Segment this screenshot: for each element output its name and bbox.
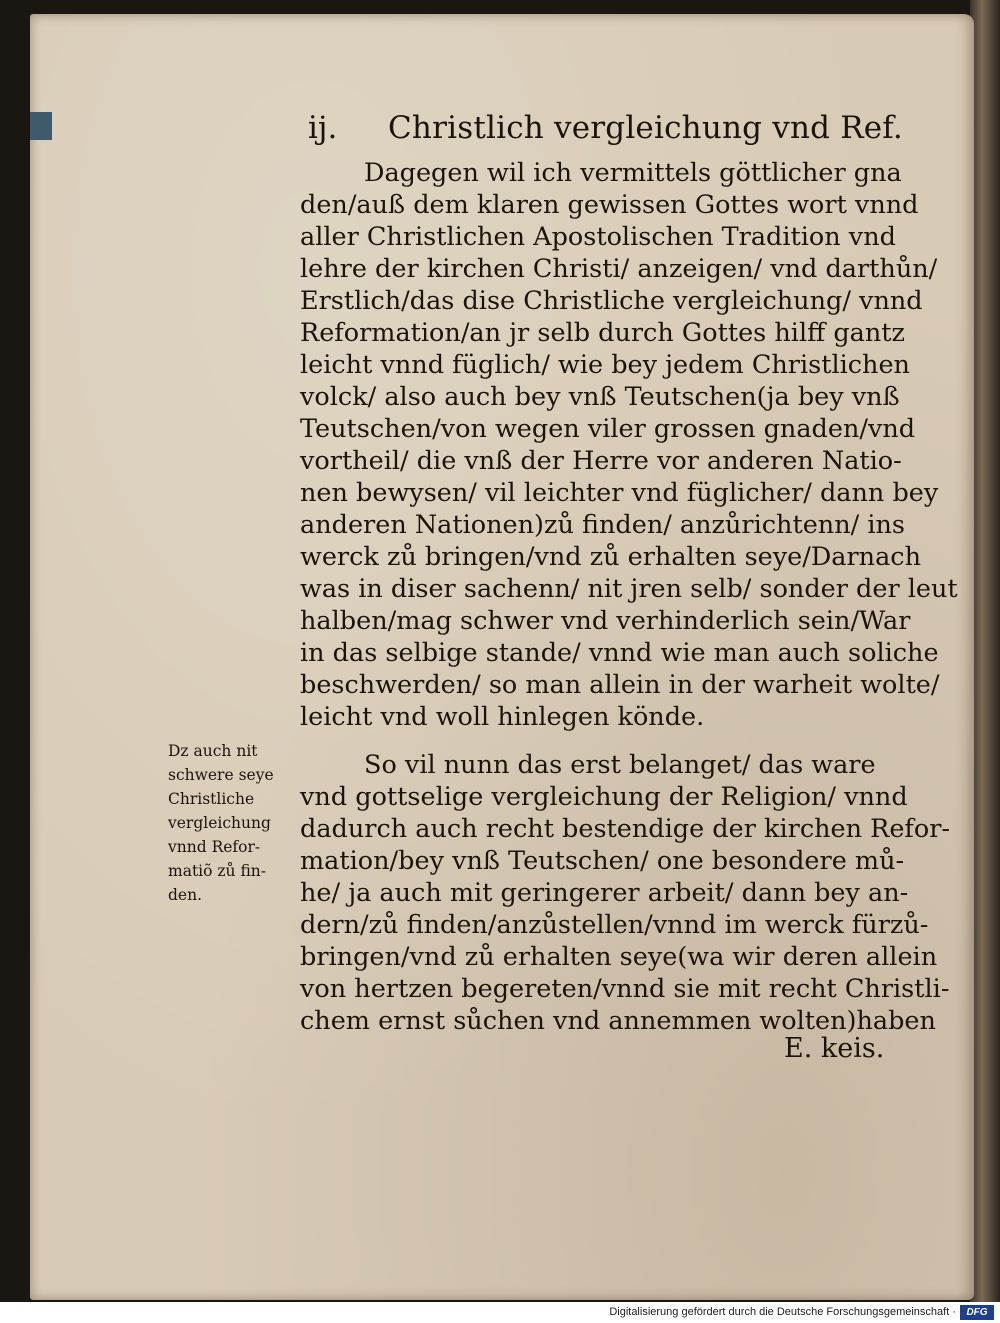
signature-mark: ij.	[308, 110, 338, 146]
text-line: Reformation/an jr selb durch Gottes hilff gantz	[300, 318, 905, 348]
text-line: aller Christlichen Apostolischen Tradition vnd	[300, 222, 896, 252]
text-line: mation/bey vnß Teutschen/ one besondere mů-	[300, 846, 905, 876]
margin-note-line: den.	[168, 886, 203, 904]
text-line: bringen/vnd zů erhalten seye(wa wir deren allein	[300, 942, 938, 972]
page-tab-marker	[30, 112, 52, 140]
text-line: he/ ja auch mit geringerer arbeit/ dann bey an-	[300, 878, 909, 908]
funding-credit: Digitalisierung gefördert durch die Deutsche Forschungsgemeinschaft ·	[609, 1306, 956, 1318]
text-line: chem ernst sůchen vnd annemmen wolten)haben	[300, 1006, 936, 1036]
margin-note-line: schwere seye	[168, 766, 274, 784]
text-line: Erstlich/das dise Christliche vergleichung/ vnnd	[300, 286, 923, 316]
text-line: halben/mag schwer vnd verhinderlich sein/War	[300, 606, 911, 636]
text-line: nen bewysen/ vil leichter vnd füglicher/ dann bey	[300, 478, 939, 508]
book-edge	[970, 0, 1000, 1302]
text-line: volck/ also auch bey vnß Teutschen(ja bey vnß	[300, 382, 900, 412]
text-line: in das selbige stande/ vnnd wie man auch soliche	[300, 638, 939, 668]
text-line: von hertzen begereten/vnnd sie mit recht Christli-	[300, 974, 950, 1004]
margin-note-line: matiõ zů fin-	[168, 862, 267, 880]
text-line: beschwerden/ so man allein in der warheit wolte/	[300, 670, 940, 700]
text-line: was in diser sachenn/ nit jren selb/ sonder der leut	[300, 574, 958, 604]
text-line: So vil nunn das erst belanget/ das ware	[364, 750, 876, 780]
text-line: vnd gottselige vergleichung der Religion/ vnnd	[300, 782, 908, 812]
text-line: anderen Nationen)zů finden/ anzůrichtenn/ ins	[300, 510, 906, 540]
text-line: dern/zů finden/anzůstellen/vnnd im werck fürzů-	[300, 910, 929, 940]
catchword: E. keis.	[784, 1033, 885, 1064]
text-line: vortheil/ die vnß der Herre vor anderen Natio-	[300, 446, 902, 476]
running-head	[308, 108, 908, 148]
text-line: leicht vnd woll hinlegen könde.	[300, 702, 705, 732]
footer-bar	[0, 1302, 1000, 1323]
text-line: Teutschen/von wegen viler grossen gnaden/vnd	[300, 414, 916, 444]
margin-note-line: Christliche	[168, 790, 255, 808]
text-line: den/auß dem klaren gewissen Gottes wort vnnd	[300, 190, 919, 220]
margin-note-line: vergleichung	[168, 814, 271, 832]
text-line: lehre der kirchen Christi/ anzeigen/ vnd darthůn/	[300, 254, 938, 284]
text-line: leicht vnnd füglich/ wie bey jedem Christlichen	[300, 350, 910, 380]
running-title: Christlich vergleichung vnd Ref.	[388, 110, 903, 146]
margin-note-line: vnnd Refor-	[168, 838, 261, 856]
text-line: Dagegen wil ich vermittels göttlicher gna	[364, 158, 902, 188]
margin-note-line: Dz auch nit	[168, 742, 258, 760]
text-line: dadurch auch recht bestendige der kirchen Refor-	[300, 814, 951, 844]
dfg-logo[interactable]: DFG	[960, 1305, 994, 1320]
text-line: werck zů bringen/vnd zů erhalten seye/Darnach	[300, 542, 922, 572]
